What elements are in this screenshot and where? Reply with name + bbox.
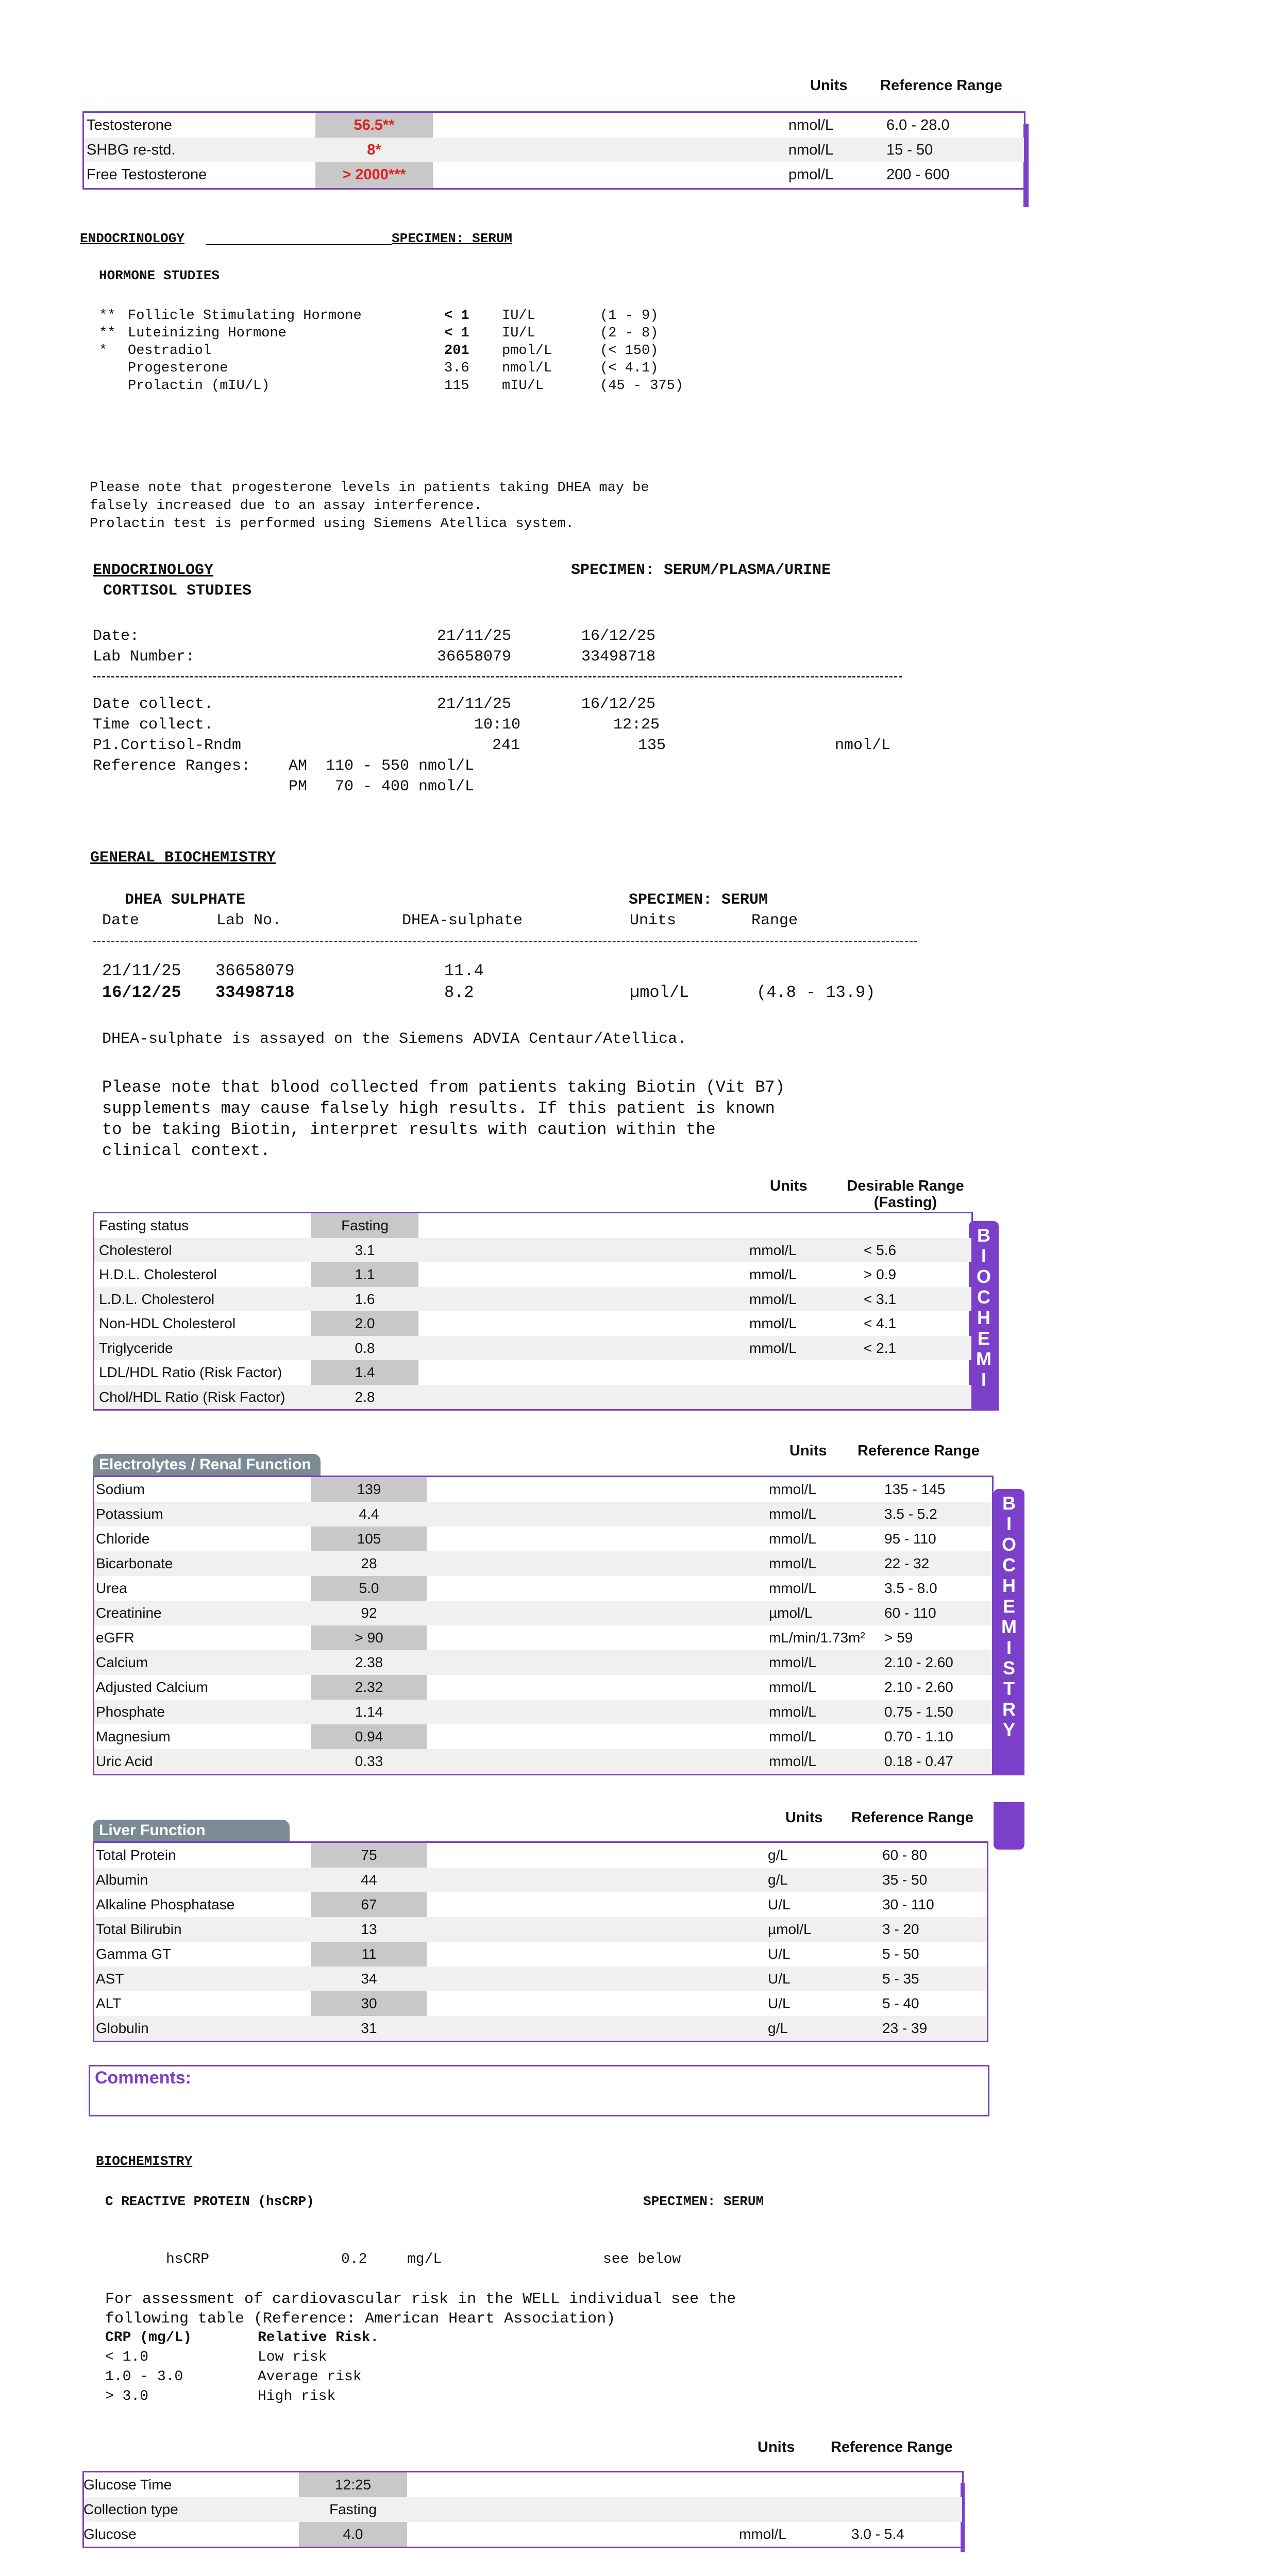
date-1: 21/11/25 [437, 628, 512, 645]
row-range: 23 - 39 [882, 2020, 928, 2036]
row-value: Fasting [341, 1217, 389, 1233]
table-row [0, 1311, 1278, 1336]
row-unit: mmol/L [769, 1555, 816, 1571]
row-name: Alkaline Phosphatase [96, 1896, 235, 1912]
row-value: 4.0 [343, 2526, 363, 2542]
row-name: Non-HDL Cholesterol [99, 1315, 236, 1331]
tab-letter: Y [1002, 1719, 1015, 1740]
row-value: 44 [361, 1872, 377, 1888]
row-unit: U/L [768, 1896, 791, 1912]
hormone-name: Prolactin (mIU/L) [128, 378, 270, 394]
dhea-col-units: Units [630, 912, 677, 929]
glucose-units-header: Units [758, 2439, 795, 2455]
comments-box [89, 2065, 989, 2116]
table-row [0, 1917, 1278, 1942]
table-row [0, 162, 1278, 187]
row-name: Fasting status [99, 1217, 189, 1233]
table-row [0, 1551, 1278, 1576]
time-collect-label: Time collect. [93, 716, 214, 734]
liver-units-header: Units [785, 1809, 823, 1826]
tab-letter: I [981, 1245, 986, 1266]
tab-letter: H [1002, 1575, 1016, 1596]
row-range: 30 - 110 [882, 1896, 934, 1912]
table-row [0, 1892, 1278, 1917]
dashed-divider [93, 676, 902, 677]
specimen-multi: SPECIMEN: SERUM/PLASMA/URINE [571, 562, 831, 579]
dhea-specimen: SPECIMEN: SERUM [629, 891, 768, 909]
biotin-note-line: to be taking Biotin, interpret results with caution within the [102, 1120, 716, 1139]
row-name: Sodium [96, 1481, 145, 1497]
table-row [0, 1843, 1278, 1868]
hormone-unit: nmol/L [502, 361, 552, 376]
table-row [0, 1287, 1278, 1312]
row-range: 0.18 - 0.47 [884, 1753, 953, 1769]
row-value: > 90 [355, 1630, 383, 1646]
row-range: < 5.6 [864, 1242, 897, 1258]
row-name: Chloride [96, 1531, 150, 1547]
row-name: Glucose Time [83, 2477, 172, 2493]
row-range: 6.0 - 28.0 [886, 117, 950, 133]
row-name: Albumin [96, 1872, 148, 1888]
table-row [0, 1576, 1278, 1601]
hormone-flag: * [99, 343, 108, 359]
row-unit: g/L [768, 2020, 788, 2036]
row-unit: mmol/L [749, 1315, 797, 1331]
row-value: 1.1 [355, 1266, 375, 1282]
row-unit: mmol/L [769, 1704, 816, 1720]
row-unit: mL/min/1.73m² [769, 1630, 865, 1646]
row-value: 30 [361, 1995, 377, 2011]
row-value: 56.5** [354, 117, 395, 133]
table-row [0, 138, 1278, 162]
hormone-range: (45 - 375) [600, 378, 684, 394]
dhea-col-date: Date [102, 912, 140, 929]
table-row [0, 1868, 1278, 1892]
row-name: Chol/HDL Ratio (Risk Factor) [99, 1388, 285, 1405]
table-row [0, 1724, 1278, 1749]
time-collect-1: 10:10 [474, 716, 521, 734]
table-row [0, 1967, 1278, 1991]
crp-unit: mg/L [407, 2251, 442, 2267]
row-unit: mmol/L [769, 1679, 816, 1695]
row-value: 67 [361, 1896, 377, 1912]
dashed-divider-2 [93, 941, 917, 942]
row-name: Potassium [96, 1506, 163, 1522]
row-unit: mmol/L [749, 1340, 797, 1356]
table-row [0, 2472, 1278, 2497]
row-value: 13 [361, 1921, 377, 1937]
row-value: 34 [361, 1971, 377, 1987]
dhea-col-range: Range [751, 912, 798, 929]
row-value: 12:25 [334, 2477, 372, 2493]
units-header: Units [810, 77, 848, 94]
ref-label: Reference Ranges: [93, 757, 251, 775]
hormone-unit: IU/L [502, 326, 535, 341]
row-name: Globulin [96, 2020, 149, 2036]
row-name: Triglyceride [99, 1340, 173, 1356]
row-range: 0.70 - 1.10 [884, 1728, 953, 1744]
dhea-col-lab: Lab No. [216, 912, 282, 929]
row-name: Phosphate [96, 1704, 165, 1720]
row-name: LDL/HDL Ratio (Risk Factor) [99, 1364, 282, 1380]
elec-units-header: Units [789, 1443, 827, 1459]
row-value: 8* [367, 142, 381, 158]
dhea-col-value: DHEA-sulphate [402, 912, 523, 929]
hormone-flag: ** [99, 326, 116, 341]
row-name: Cholesterol [99, 1242, 172, 1258]
hormone-range: (< 150) [600, 343, 659, 359]
section-hormone-studies: HORMONE STUDIES [99, 268, 220, 283]
crp-text-1: For assessment of cardiovascular risk in the WELL individual see the [105, 2291, 736, 2308]
note-line: falsely increased due to an assay interference. [90, 498, 482, 514]
lipid-range-header-2: (Fasting) [873, 1194, 937, 1211]
row-name: Adjusted Calcium [96, 1679, 208, 1695]
crp-specimen: SPECIMEN: SERUM [643, 2194, 764, 2209]
crp-value: 0.2 [341, 2251, 367, 2267]
hormone-value: 201 [444, 343, 469, 359]
row-value: 75 [361, 1847, 377, 1863]
crp-title: C REACTIVE PROTEIN (hsCRP) [105, 2194, 314, 2209]
hormone-range: (< 4.1) [600, 361, 659, 376]
section-cortisol: CORTISOL STUDIES [103, 582, 252, 600]
table-row [0, 2497, 1278, 2522]
row-value: Fasting [329, 2501, 377, 2517]
row-unit: nmol/L [788, 117, 834, 133]
tab-letter: C [977, 1286, 990, 1308]
date-collect-2: 16/12/25 [581, 696, 656, 713]
time-collect-2: 12:25 [613, 716, 660, 734]
row-range: 15 - 50 [886, 142, 933, 158]
crp-risk: Average risk [258, 2369, 362, 2385]
row-unit: mmol/L [769, 1654, 816, 1670]
table-row [0, 1527, 1278, 1551]
row-value: 105 [357, 1531, 381, 1547]
tab-letter: M [976, 1348, 991, 1369]
hormone-name: Follicle Stimulating Hormone [128, 308, 362, 324]
table-row [0, 1262, 1278, 1287]
liver-range-header: Reference Range [851, 1809, 973, 1826]
ref-am: AM 110 - 550 nmol/L [289, 757, 475, 775]
row-range: 0.75 - 1.50 [884, 1704, 953, 1720]
tab-letter: C [1002, 1554, 1016, 1575]
row-value: 2.38 [355, 1654, 383, 1670]
hormone-value: 3.6 [444, 361, 469, 376]
crp-range: < 1.0 [105, 2349, 149, 2365]
row-unit: nmol/L [788, 142, 834, 158]
row-value: 1.4 [355, 1364, 375, 1380]
row-name: Magnesium [96, 1728, 171, 1744]
range-header: Reference Range [880, 77, 1002, 94]
hormone-range: (2 - 8) [600, 326, 659, 341]
hormone-value: < 1 [444, 308, 469, 324]
table-row [0, 1336, 1278, 1361]
tab-letter: T [1003, 1678, 1015, 1699]
dept-general-biochem: GENERAL BIOCHEMISTRY [90, 849, 276, 867]
biotin-note-line: supplements may cause falsely high results. If this patient is known [102, 1099, 775, 1118]
note-line: Prolactin test is performed using Siemens Atellica system. [90, 516, 574, 532]
row-range: < 4.1 [864, 1315, 897, 1331]
row-unit: g/L [768, 1872, 788, 1888]
table-row [0, 1477, 1278, 1502]
row-range: > 59 [884, 1630, 913, 1646]
row-value: 4.4 [359, 1506, 379, 1522]
date-2: 16/12/25 [581, 628, 656, 645]
tab-letter: S [1002, 1657, 1015, 1679]
cortisol-2: 135 [638, 737, 666, 754]
table-row [0, 1385, 1278, 1410]
table-row [0, 1675, 1278, 1700]
row-value: 28 [361, 1555, 377, 1571]
dhea-title: DHEA SULPHATE [125, 891, 246, 909]
dhea-range: (4.8 - 13.9) [756, 983, 876, 1002]
row-unit: mmol/L [769, 1506, 816, 1522]
crp-text-2: following table (Reference: American Heart Association) [105, 2310, 616, 2328]
row-name: L.D.L. Cholesterol [99, 1291, 215, 1307]
hormone-name: Progesterone [128, 361, 228, 376]
table-row [0, 1502, 1278, 1527]
table-row [0, 2016, 1278, 2041]
tab-letter: H [977, 1307, 990, 1328]
row-name: Bicarbonate [96, 1555, 173, 1571]
lipid-units-header: Units [770, 1178, 808, 1194]
tab-letter: R [1002, 1699, 1016, 1720]
row-range: 5 - 50 [882, 1946, 919, 1962]
hormone-unit: pmol/L [502, 343, 552, 359]
dhea-unit: µmol/L [630, 983, 690, 1002]
row-unit: mmol/L [769, 1753, 816, 1769]
row-value: 2.32 [355, 1679, 383, 1695]
row-value: 139 [357, 1481, 381, 1497]
table-row [0, 2522, 1278, 2547]
crp-col-1: CRP (mg/L) [105, 2330, 192, 2346]
table-row [0, 1749, 1278, 1774]
crp-range: > 3.0 [105, 2388, 149, 2404]
glucose-range-header: Reference Range [831, 2439, 953, 2455]
row-range: 3.5 - 5.2 [884, 1506, 937, 1522]
row-unit: pmol/L [788, 166, 834, 183]
underline [206, 244, 392, 245]
tab-letter: B [977, 1225, 990, 1246]
row-unit: mmol/L [749, 1291, 797, 1307]
liver-title: Liver Function [93, 1820, 290, 1841]
biotin-note-line: Please note that blood collected from patients taking Biotin (Vit B7) [102, 1078, 785, 1097]
row-unit: U/L [768, 1995, 791, 2011]
tab-letter: I [1006, 1637, 1012, 1658]
hormone-name: Luteinizing Hormone [128, 326, 287, 341]
row-name: Gamma GT [96, 1946, 172, 1962]
dhea-date: 16/12/25 [102, 983, 181, 1002]
hormone-unit: IU/L [502, 308, 535, 324]
row-value: > 2000*** [342, 166, 406, 183]
row-name: SHBG re-std. [87, 142, 176, 158]
row-unit: mmol/L [769, 1531, 816, 1547]
table-row [0, 1238, 1278, 1263]
table-row [0, 1700, 1278, 1724]
row-name: eGFR [96, 1630, 134, 1646]
hormone-unit: mIU/L [502, 378, 544, 394]
row-value: 31 [361, 2020, 377, 2036]
hormone-flag: ** [99, 308, 116, 324]
tab-letter: E [1002, 1596, 1015, 1617]
row-range: 95 - 110 [884, 1531, 936, 1547]
row-name: Free Testosterone [87, 166, 207, 183]
row-value: 2.8 [355, 1388, 375, 1405]
lab-label: Lab Number: [93, 648, 195, 666]
hormone-name: Oestradiol [128, 343, 212, 359]
row-range: 135 - 145 [884, 1481, 946, 1497]
row-range: 5 - 40 [882, 1995, 919, 2011]
row-range: < 3.1 [864, 1291, 897, 1307]
table-row [0, 1625, 1278, 1650]
row-name: H.D.L. Cholesterol [99, 1266, 217, 1282]
row-range: > 0.9 [864, 1266, 897, 1282]
dhea-value: 8.2 [444, 983, 474, 1002]
row-unit: mmol/L [739, 2526, 786, 2542]
row-value: 0.33 [355, 1753, 383, 1769]
row-name: Urea [96, 1580, 127, 1596]
comments-label: Comments: [95, 2068, 192, 2088]
row-unit: mmol/L [769, 1580, 816, 1596]
cortisol-1: 241 [492, 737, 520, 754]
row-unit: µmol/L [769, 1605, 813, 1621]
row-unit: U/L [768, 1946, 791, 1962]
crp-range: 1.0 - 3.0 [105, 2369, 183, 2385]
row-range: 3 - 20 [882, 1921, 919, 1937]
tab-letter: I [1006, 1513, 1012, 1534]
row-range: 5 - 35 [882, 1971, 919, 1987]
crp-col-2: Relative Risk. [258, 2330, 379, 2346]
date-label: Date: [93, 628, 140, 645]
row-unit: mmol/L [769, 1481, 816, 1497]
row-name: Creatinine [96, 1605, 162, 1621]
row-range: < 2.1 [864, 1340, 897, 1356]
row-unit: mmol/L [749, 1266, 797, 1282]
row-name: Total Bilirubin [96, 1921, 182, 1937]
specimen-serum: SPECIMEN: SERUM [392, 231, 513, 246]
lipid-range-header: Desirable Range [847, 1178, 964, 1194]
tab-letter: O [976, 1266, 991, 1287]
ref-pm: PM 70 - 400 nmol/L [289, 778, 475, 795]
row-range: 2.10 - 2.60 [884, 1679, 953, 1695]
row-name: Collection type [83, 2501, 178, 2517]
row-unit: U/L [768, 1971, 791, 1987]
row-range: 3.0 - 5.4 [851, 2526, 904, 2542]
row-range: 60 - 80 [882, 1847, 928, 1863]
table-row [0, 113, 1278, 138]
hormone-range: (1 - 9) [600, 308, 659, 324]
tab-letter: B [1002, 1493, 1016, 1514]
crp-note: see below [603, 2251, 681, 2267]
lab-2: 33498718 [581, 648, 656, 666]
row-unit: mmol/L [769, 1728, 816, 1744]
row-unit: mmol/L [749, 1242, 797, 1258]
biotin-note-line: clinical context. [102, 1141, 271, 1160]
crp-name: hsCRP [166, 2251, 210, 2267]
table-row [0, 1213, 1278, 1238]
row-value: 5.0 [359, 1580, 379, 1596]
dhea-lab: 36658079 [215, 961, 295, 980]
row-name: Total Protein [96, 1847, 176, 1863]
row-range: 200 - 600 [886, 166, 950, 183]
elec-range-header: Reference Range [857, 1443, 980, 1459]
row-name: Glucose [83, 2526, 137, 2542]
row-name: Uric Acid [96, 1753, 153, 1769]
row-value: 2.0 [355, 1315, 375, 1331]
dept-endocrinology: ENDOCRINOLOGY [80, 231, 184, 246]
cortisol-unit: nmol/L [835, 737, 891, 754]
dept-endocrinology-2: ENDOCRINOLOGY [93, 562, 214, 579]
dhea-lab: 33498718 [215, 983, 295, 1002]
date-collect-label: Date collect. [93, 696, 214, 713]
dept-biochemistry: BIOCHEMISTRY [96, 2154, 193, 2169]
row-name: AST [96, 1971, 124, 1987]
electrolytes-title: Electrolytes / Renal Function [93, 1454, 321, 1476]
row-value: 0.8 [355, 1340, 375, 1356]
hormone-value: < 1 [444, 326, 469, 341]
row-unit: µmol/L [768, 1921, 812, 1937]
tab-letter: I [981, 1369, 986, 1390]
table-row [0, 1601, 1278, 1625]
cortisol-label: P1.Cortisol-Rndm [93, 737, 242, 754]
hormone-value: 115 [444, 378, 469, 394]
note-line: Please note that progesterone levels in patients taking DHEA may be [90, 480, 649, 496]
tab-letter: M [1001, 1616, 1017, 1637]
dhea-value: 11.4 [444, 961, 484, 980]
lab-1: 36658079 [437, 648, 512, 666]
row-range: 3.5 - 8.0 [884, 1580, 937, 1596]
tab-letter: O [1001, 1534, 1016, 1555]
row-range: 35 - 50 [882, 1872, 928, 1888]
table-row [0, 1942, 1278, 1967]
row-value: 0.94 [355, 1728, 383, 1744]
row-range: 2.10 - 2.60 [884, 1654, 953, 1670]
tab-letter: E [977, 1328, 990, 1349]
row-value: 1.6 [355, 1291, 375, 1307]
dhea-date: 21/11/25 [102, 961, 181, 980]
table-row [0, 1991, 1278, 2016]
row-unit: g/L [768, 1847, 788, 1863]
row-range: 60 - 110 [884, 1605, 936, 1621]
date-collect-1: 21/11/25 [437, 696, 512, 713]
crp-risk: Low risk [258, 2349, 327, 2365]
row-name: Testosterone [87, 117, 173, 133]
row-value: 92 [361, 1605, 377, 1621]
crp-risk: High risk [258, 2388, 336, 2404]
row-name: Calcium [96, 1654, 148, 1670]
table-row [0, 1360, 1278, 1385]
table-row [0, 1650, 1278, 1675]
row-value: 3.1 [355, 1242, 375, 1258]
row-value: 1.14 [355, 1704, 383, 1720]
dhea-note1: DHEA-sulphate is assayed on the Siemens ADVIA Centaur/Atellica. [102, 1030, 687, 1048]
row-name: ALT [96, 1995, 122, 2011]
row-range: 22 - 32 [884, 1555, 930, 1571]
row-value: 11 [361, 1946, 377, 1962]
